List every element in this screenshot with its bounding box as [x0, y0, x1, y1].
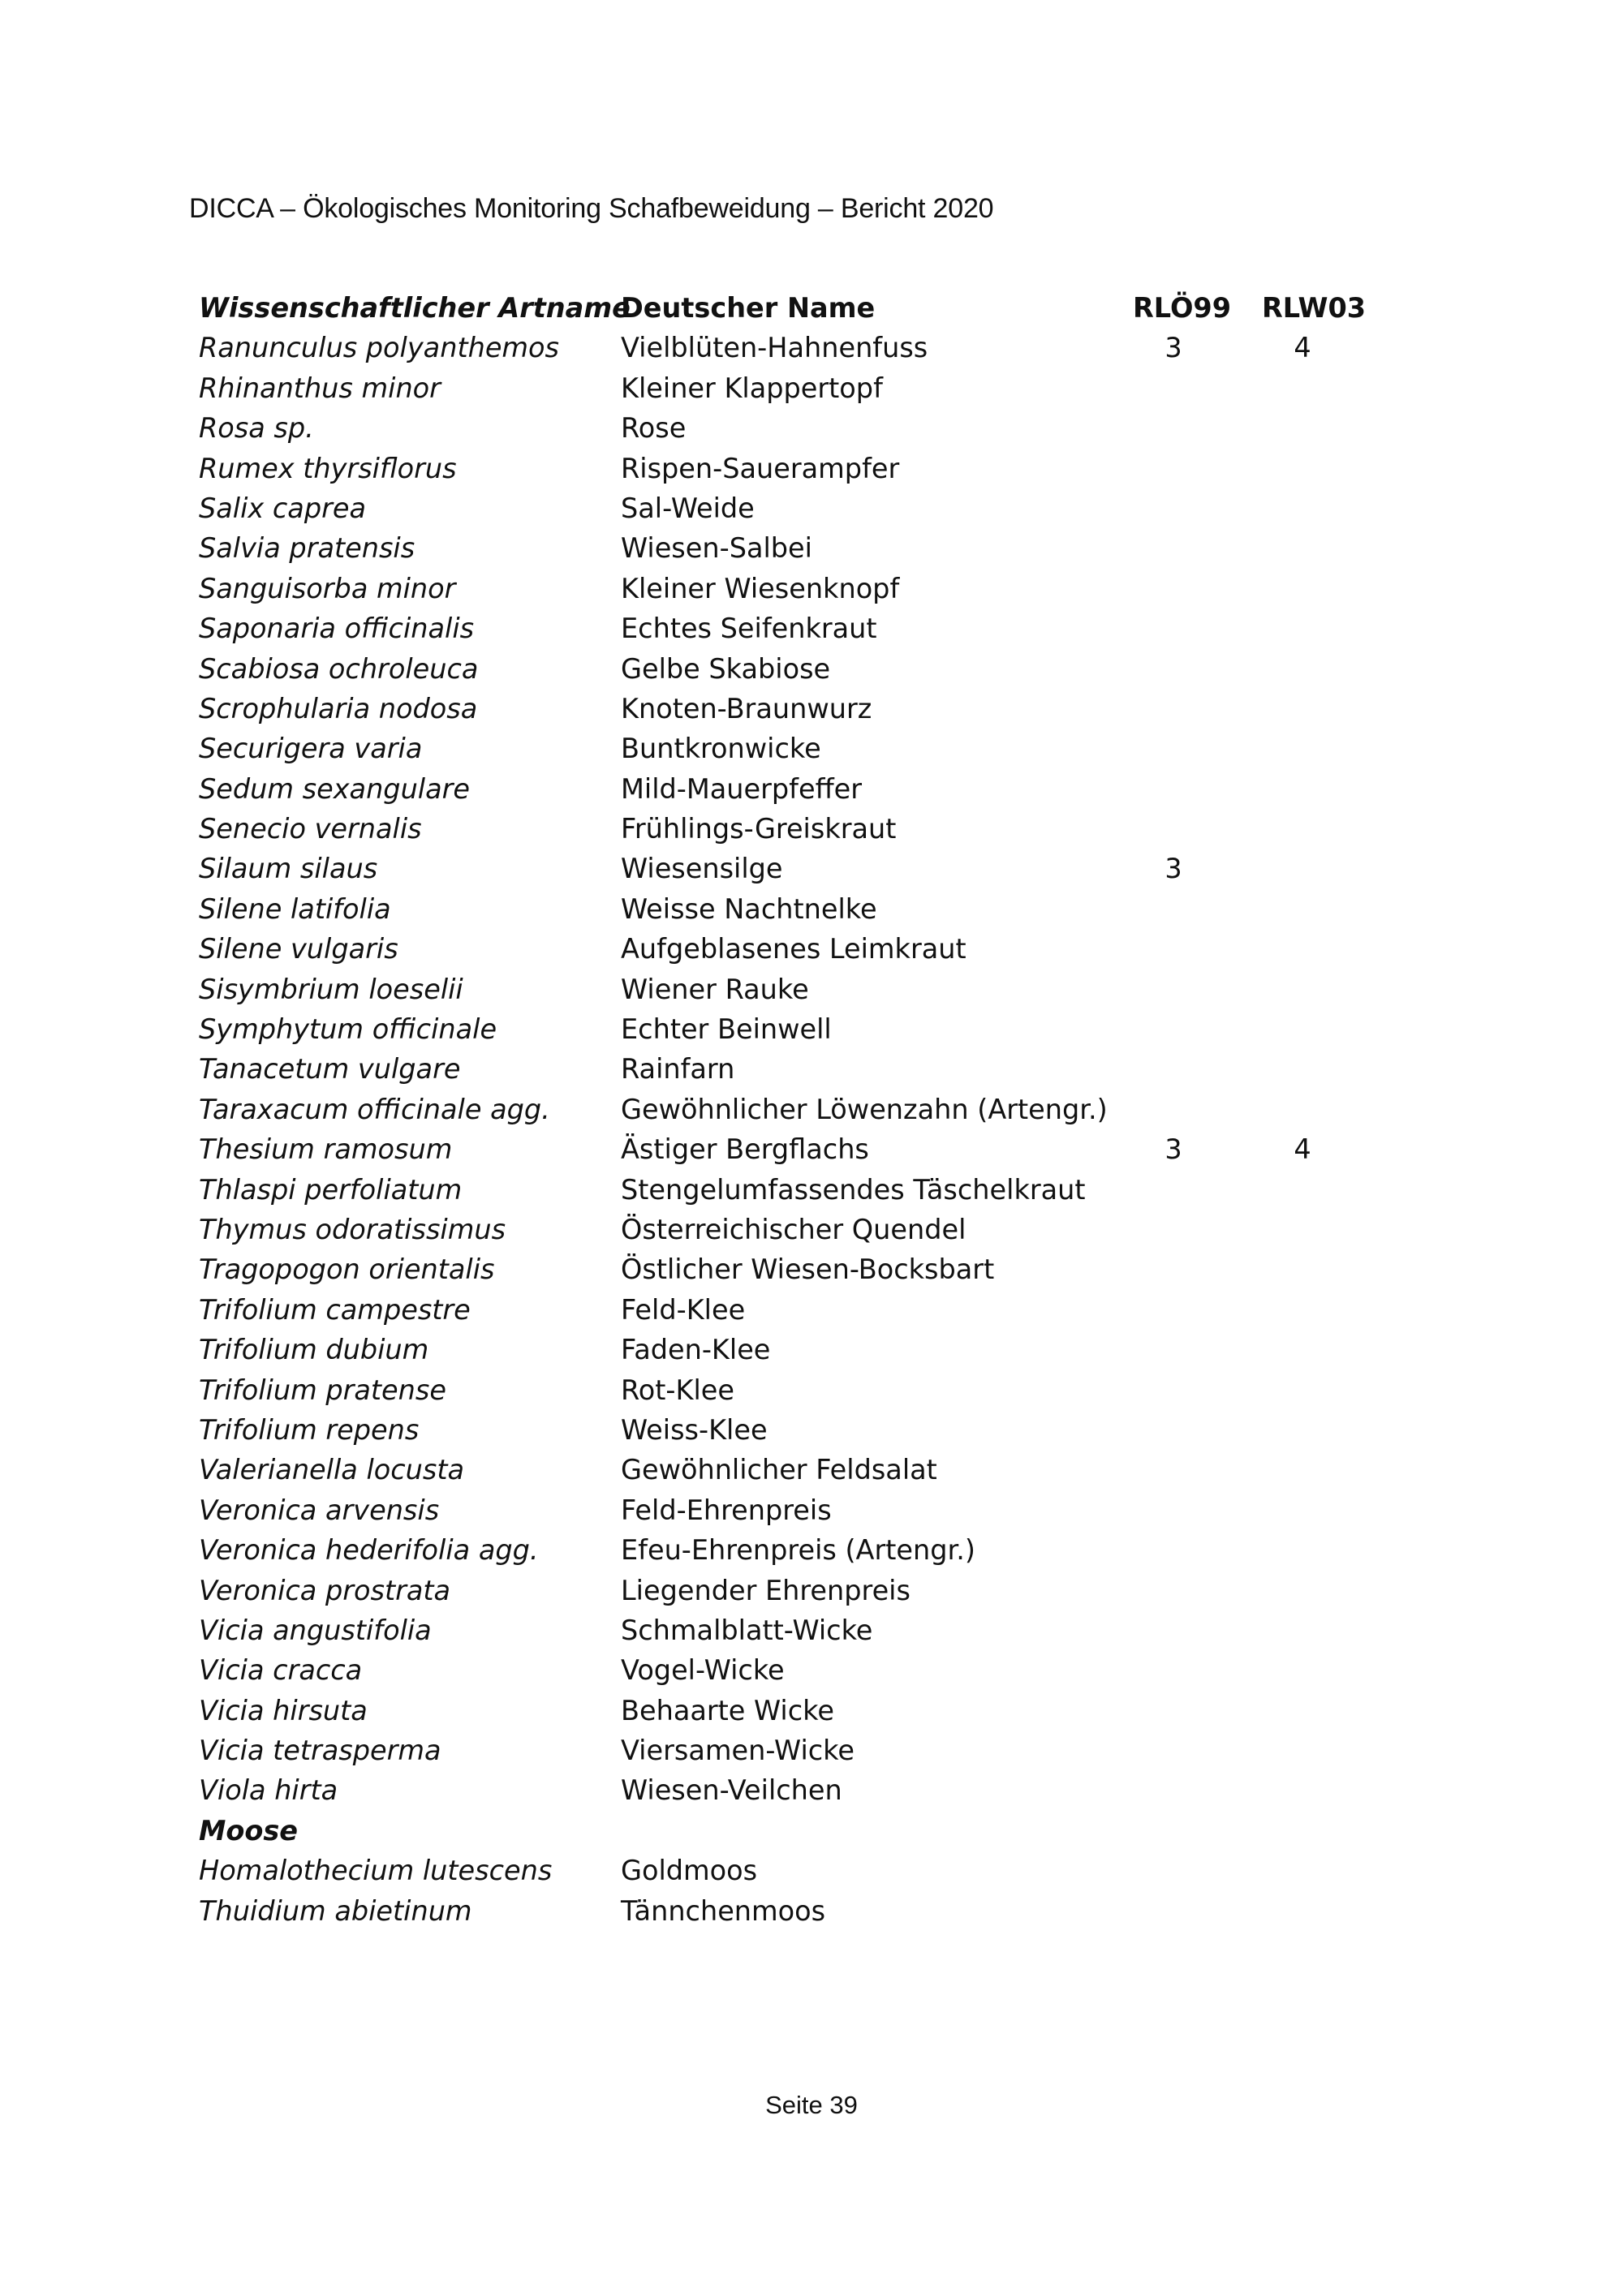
document-header: DICCA – Ökologisches Monitoring Schafbeweidung – Bericht 2020 [189, 193, 994, 224]
german-name-cell: Weiss-Klee [621, 1413, 768, 1446]
scientific-name-cell: Silene vulgaris [199, 933, 398, 965]
scientific-name-cell: Rumex thyrsiflorus [199, 452, 457, 484]
scientific-name-cell: Veronica prostrata [199, 1574, 451, 1606]
german-name-cell: Östlicher Wiesen-Bocksbart [621, 1253, 995, 1286]
german-name-cell: Rainfarn [621, 1053, 735, 1086]
scientific-name-cell: Veronica hederifolia agg. [199, 1534, 539, 1567]
rlw03-cell: 4 [1294, 1133, 1311, 1166]
column-header-rlo99: RLÖ99 [1133, 292, 1232, 324]
table-row [0, 1490, 1623, 1530]
table-row [0, 368, 1623, 408]
scientific-name-cell: Thymus odoratissimus [199, 1213, 506, 1245]
scientific-name-cell: Thesium ramosum [199, 1133, 453, 1166]
scientific-name-cell: Vicia cracca [199, 1654, 363, 1687]
table-row [0, 849, 1623, 888]
table-row [0, 488, 1623, 528]
german-name-cell: Buntkronwicke [621, 733, 821, 765]
table-row [0, 1249, 1623, 1289]
table-row [0, 1770, 1623, 1810]
table-row [0, 1691, 1623, 1731]
table-row [0, 1009, 1623, 1049]
scientific-name-cell: Vicia hirsuta [199, 1694, 368, 1726]
column-header-scientific-name: Wissenschaftlicher Artname [199, 292, 631, 324]
german-name-cell: Echtes Seifenkraut [621, 613, 877, 645]
table-row [0, 1170, 1623, 1210]
table-row [0, 1210, 1623, 1249]
scientific-name-cell: Rhinanthus minor [199, 372, 441, 404]
scientific-name-cell: Valerianella locusta [199, 1454, 465, 1486]
table-header-row [0, 288, 1623, 328]
table-row [0, 1891, 1623, 1931]
table-row [0, 689, 1623, 729]
scientific-name-cell: Thuidium abietinum [199, 1894, 472, 1927]
scientific-name-cell: Ranunculus polyanthemos [199, 332, 560, 364]
table-row [0, 608, 1623, 648]
german-name-cell: Kleiner Wiesenknopf [621, 572, 900, 604]
scientific-name-cell: Sanguisorba minor [199, 572, 456, 604]
scientific-name-cell: Scabiosa ochroleuca [199, 652, 479, 685]
table-row [0, 729, 1623, 768]
scientific-name-cell: Moose [199, 1814, 299, 1847]
rlo99-cell: 3 [1165, 1133, 1182, 1166]
table-row [0, 970, 1623, 1009]
table-row [0, 1851, 1623, 1890]
table-row [0, 1090, 1623, 1129]
german-name-cell: Rose [621, 412, 687, 445]
german-name-cell: Feld-Klee [621, 1293, 746, 1326]
german-name-cell: Kleiner Klappertopf [621, 372, 883, 404]
species-table [0, 288, 1623, 1931]
scientific-name-cell: Trifolium dubium [199, 1334, 429, 1366]
table-row [0, 649, 1623, 689]
scientific-name-cell: Sisymbrium loeselii [199, 973, 463, 1005]
table-row [0, 328, 1623, 368]
german-name-cell: Viersamen-Wicke [621, 1735, 855, 1767]
german-name-cell: Gelbe Skabiose [621, 652, 831, 685]
scientific-name-cell: Sedum sexangulare [199, 772, 471, 805]
table-row [0, 1410, 1623, 1450]
german-name-cell: Schmalblatt-Wicke [621, 1614, 873, 1646]
german-name-cell: Knoten-Braunwurz [621, 692, 872, 724]
table-row [0, 528, 1623, 568]
german-name-cell: Vogel-Wicke [621, 1654, 785, 1687]
table-row [0, 1530, 1623, 1570]
table-row [0, 569, 1623, 608]
table-row [0, 1650, 1623, 1690]
german-name-cell: Wiesen-Veilchen [621, 1774, 842, 1807]
table-row [0, 408, 1623, 448]
scientific-name-cell: Homalothecium lutescens [199, 1855, 553, 1887]
german-name-cell: Stengelumfassendes Täschelkraut [621, 1173, 1086, 1206]
rlw03-cell: 4 [1294, 332, 1311, 364]
column-header-german-name: Deutscher Name [621, 292, 876, 324]
table-row [0, 1571, 1623, 1610]
page-number: Seite 39 [765, 2091, 858, 2119]
german-name-cell: Ästiger Bergflachs [621, 1133, 869, 1166]
scientific-name-cell: Vicia tetrasperma [199, 1735, 441, 1767]
scientific-name-cell: Trifolium pratense [199, 1374, 446, 1406]
table-row [0, 1129, 1623, 1169]
scientific-name-cell: Salvia pratensis [199, 532, 415, 565]
table-row [0, 1731, 1623, 1770]
table-row [0, 889, 1623, 929]
scientific-name-cell: Taraxacum officinale agg. [199, 1093, 550, 1125]
scientific-name-cell: Viola hirta [199, 1774, 338, 1807]
scientific-name-cell: Thlaspi perfoliatum [199, 1173, 463, 1206]
table-row [0, 929, 1623, 969]
table-row [0, 449, 1623, 488]
group-heading-row [0, 1811, 1623, 1851]
german-name-cell: Weisse Nachtnelke [621, 892, 877, 925]
german-name-cell: Vielblüten-Hahnenfuss [621, 332, 928, 364]
german-name-cell: Rot-Klee [621, 1374, 734, 1406]
scientific-name-cell: Silene latifolia [199, 892, 391, 925]
german-name-cell: Liegender Ehrenpreis [621, 1574, 911, 1606]
scientific-name-cell: Senecio vernalis [199, 813, 422, 845]
german-name-cell: Feld-Ehrenpreis [621, 1494, 832, 1526]
table-row [0, 1290, 1623, 1330]
table-row [0, 1330, 1623, 1369]
scientific-name-cell: Securigera varia [199, 733, 423, 765]
table-row [0, 769, 1623, 809]
scientific-name-cell: Tanacetum vulgare [199, 1053, 461, 1086]
german-name-cell: Mild-Mauerpfeffer [621, 772, 863, 805]
german-name-cell: Österreichischer Quendel [621, 1213, 966, 1245]
scientific-name-cell: Silaum silaus [199, 853, 378, 885]
german-name-cell: Aufgeblasenes Leimkraut [621, 933, 966, 965]
german-name-cell: Sal-Weide [621, 492, 755, 524]
table-row [0, 1450, 1623, 1490]
table-row [0, 1610, 1623, 1650]
german-name-cell: Behaarte Wicke [621, 1694, 834, 1726]
scientific-name-cell: Rosa sp. [199, 412, 314, 445]
column-header-rlw03: RLW03 [1262, 292, 1367, 324]
german-name-cell: Wiesensilge [621, 853, 783, 885]
german-name-cell: Rispen-Sauerampfer [621, 452, 900, 484]
scientific-name-cell: Trifolium campestre [199, 1293, 471, 1326]
scientific-name-cell: Veronica arvensis [199, 1494, 440, 1526]
german-name-cell: Wiesen-Salbei [621, 532, 812, 565]
table-row [0, 1370, 1623, 1410]
scientific-name-cell: Vicia angustifolia [199, 1614, 432, 1646]
german-name-cell: Gewöhnlicher Löwenzahn (Artengr.) [621, 1093, 1108, 1125]
german-name-cell: Efeu-Ehrenpreis (Artengr.) [621, 1534, 975, 1567]
table-row [0, 1049, 1623, 1089]
scientific-name-cell: Salix caprea [199, 492, 367, 524]
german-name-cell: Gewöhnlicher Feldsalat [621, 1454, 937, 1486]
german-name-cell: Tännchenmoos [621, 1894, 826, 1927]
german-name-cell: Frühlings-Greiskraut [621, 813, 897, 845]
german-name-cell: Goldmoos [621, 1855, 758, 1887]
german-name-cell: Faden-Klee [621, 1334, 771, 1366]
scientific-name-cell: Tragopogon orientalis [199, 1253, 495, 1286]
german-name-cell: Wiener Rauke [621, 973, 809, 1005]
table-row [0, 809, 1623, 849]
german-name-cell: Echter Beinwell [621, 1013, 832, 1046]
rlo99-cell: 3 [1165, 332, 1182, 364]
scientific-name-cell: Scrophularia nodosa [199, 692, 478, 724]
scientific-name-cell: Saponaria officinalis [199, 613, 475, 645]
scientific-name-cell: Symphytum officinale [199, 1013, 497, 1046]
scientific-name-cell: Trifolium repens [199, 1413, 420, 1446]
rlo99-cell: 3 [1165, 853, 1182, 885]
